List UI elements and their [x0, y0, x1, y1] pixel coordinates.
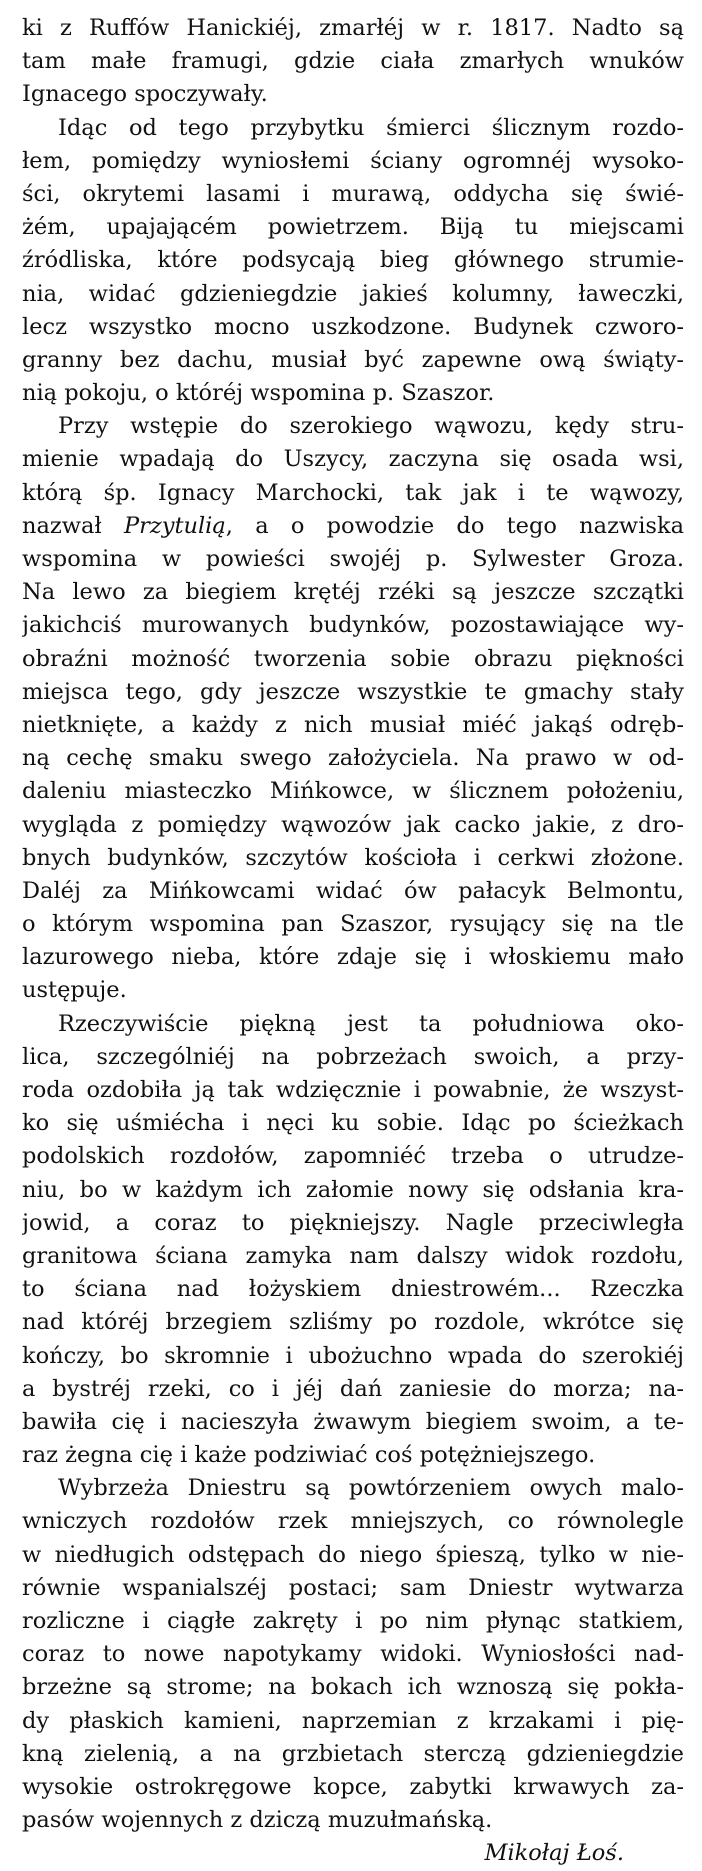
text-line: źródliska, które podsycają bieg głównego strumie-	[22, 247, 684, 274]
text-line: raz żegna cię i każe podziwiać coś potężniejszego.	[22, 1442, 596, 1469]
text-line: bnych budynków, szczytów kościoła i cerkwi złożone.	[22, 844, 684, 871]
article-body	[22, 12, 684, 1837]
text-line: granitowa ściana zamyka nam dalszy widok rozdołu,	[22, 1242, 684, 1269]
paragraph	[22, 12, 684, 112]
text-line: wniczych rozdołów rzek mniejszych, co równolegle	[22, 1508, 684, 1535]
text-line: daleniu miasteczko Mińkowce, w ślicznem położeniu,	[22, 778, 684, 805]
text-line: Wybrzeża Dniestru są powtórzeniem owych malo-	[58, 1475, 684, 1502]
text-line: równie wspanialszéj postaci; sam Dniestr wytwarza	[22, 1574, 684, 1601]
text-line: ki z Ruffów Hanickiéj, zmarłéj w r. 1817. Nadto są	[22, 15, 684, 41]
text-line: Ignacego spoczywały.	[22, 81, 268, 108]
text-line: wysokie ostrokręgowe kopce, zabytki krwawych za-	[22, 1773, 684, 1800]
text-line: wspomina w powieści swojéj p. Sylwester Groza.	[22, 546, 684, 572]
text-line: lecz wszystko mocno uszkodzone. Budynek czworo-	[22, 313, 684, 340]
text-line: brzeżne są strome; na bokach ich wznoszą się pokła-	[22, 1674, 684, 1701]
paragraph	[22, 1472, 684, 1837]
text-line: Rzeczywiście piękną jest ta południowa oko-	[58, 1010, 684, 1037]
text-line: coraz to nowe napotykamy widoki. Wyniosłości nad-	[22, 1641, 684, 1668]
text-line: tam małe framugi, gdzie ciała zmarłych wnuków	[22, 48, 684, 75]
text-line: Idąc od tego przybytku śmierci ślicznym rozdo-	[58, 114, 684, 141]
text-line: to ściana nad łożyskiem dniestrowém... Rzeczka	[22, 1276, 684, 1303]
italic-word: Przytulią	[123, 512, 226, 539]
text-line: ko się uśmiécha i nęci ku sobie. Idąc po ścieżkach	[22, 1110, 684, 1137]
text-line: rozliczne i ciągłe zakręty i po nim płynąc statkiem,	[22, 1608, 684, 1634]
text-line: roda ozdobiła ją tak wdzięcznie i powabnie, że wszyst-	[22, 1077, 684, 1103]
text-line: ści, okrytemi lasami i murawą, oddycha się świé-	[22, 180, 684, 207]
paragraph	[22, 410, 684, 1007]
text-line: którą śp. Ignacy Marchocki, tak jak i te wąwozy,	[22, 479, 684, 506]
text-line: granny bez dachu, musiał być zapewne ową świąty-	[22, 346, 684, 373]
text-line: dy płaskich kamieni, naprzemian z krzakami i pię-	[22, 1707, 684, 1734]
text-line: Przy wstępie do szerokiego wąwozu, kędy stru-	[58, 413, 684, 440]
text-line: nietknięte, a każdy z nich musiał miéć jakąś odręb-	[22, 711, 684, 738]
document-page	[22, 12, 684, 1867]
text-line: wygląda z pomiędzy wąwozów jak cacko jakie, z dro-	[22, 811, 684, 838]
text-line: kną zielenią, a na grzbietach sterczą gdzieniegdzie	[22, 1740, 684, 1767]
text-line: a bystréj rzeki, co i jéj dań zaniesie do morza; na-	[22, 1375, 684, 1402]
author-signature: Mikołaj Łoś.	[484, 1840, 624, 1867]
text-line: lazurowego nieba, które zdaje się i włoskiemu mało	[22, 944, 684, 971]
text-line: nią pokoju, o któréj wspomina p. Szaszor.	[22, 380, 495, 407]
text-line: kończy, bo skromnie i ubożuchno wpada do szerokiéj	[22, 1342, 684, 1369]
text-line: podolskich rozdołów, zapomniéć trzeba o utrudze-	[22, 1143, 684, 1170]
text-line: niu, bo w każdym ich załomie nowy się odsłania kra-	[22, 1176, 684, 1203]
text-line: łem, pomiędzy wyniosłemi ściany ogromnéj wysoko-	[22, 147, 684, 174]
text-line: nia, widać gdzieniegdzie jakieś kolumny, ławeczki,	[22, 280, 684, 307]
text-line: bawiła cię i nacieszyła żwawym biegiem swoim, a te-	[22, 1408, 684, 1435]
text-line: ną cechę smaku swego założyciela. Na prawo w od-	[22, 745, 684, 772]
paragraph	[22, 112, 684, 411]
text-line: o którym wspomina pan Szaszor, rysujący się na tle	[22, 911, 684, 938]
text-line: Na lewo za biegiem krętéj rzéki są jeszcze szczątki	[22, 579, 684, 606]
text-line: mienie wpadają do Uszycy, zaczyna się osada wsi,	[22, 446, 684, 473]
text-line: jakichciś murowanych budynków, pozostawiające wy-	[22, 612, 684, 639]
text-line: żém, upajającém powietrzem. Biją tu miejscami	[22, 214, 684, 241]
text-line: Daléj za Mińkowcami widać ów pałacyk Belmontu,	[22, 877, 684, 904]
text-line: jowid, a coraz to piękniejszy. Nagle przeciwległa	[22, 1209, 684, 1236]
text-line: lica, szczególniéj na pobrzeżach swoich, a przy-	[22, 1043, 684, 1070]
text-line: miejsca tego, gdy jeszcze wszystkie te gmachy stały	[22, 678, 684, 705]
text-line: nazwał Przytulią, a o powodzie do tego nazwiska	[22, 512, 684, 539]
paragraph	[22, 1008, 684, 1473]
text-line: pasów wojennych z dziczą muzułmańską.	[22, 1807, 493, 1834]
text-line: obraźni możność tworzenia sobie obrazu piękności	[22, 645, 684, 672]
text-line: nad któréj brzegiem szliśmy po rozdole, wkrótce się	[22, 1309, 684, 1336]
text-line: ustępuje.	[22, 977, 127, 1004]
text-line: w niedługich odstępach do niego śpieszą, tylko w nie-	[22, 1541, 684, 1568]
